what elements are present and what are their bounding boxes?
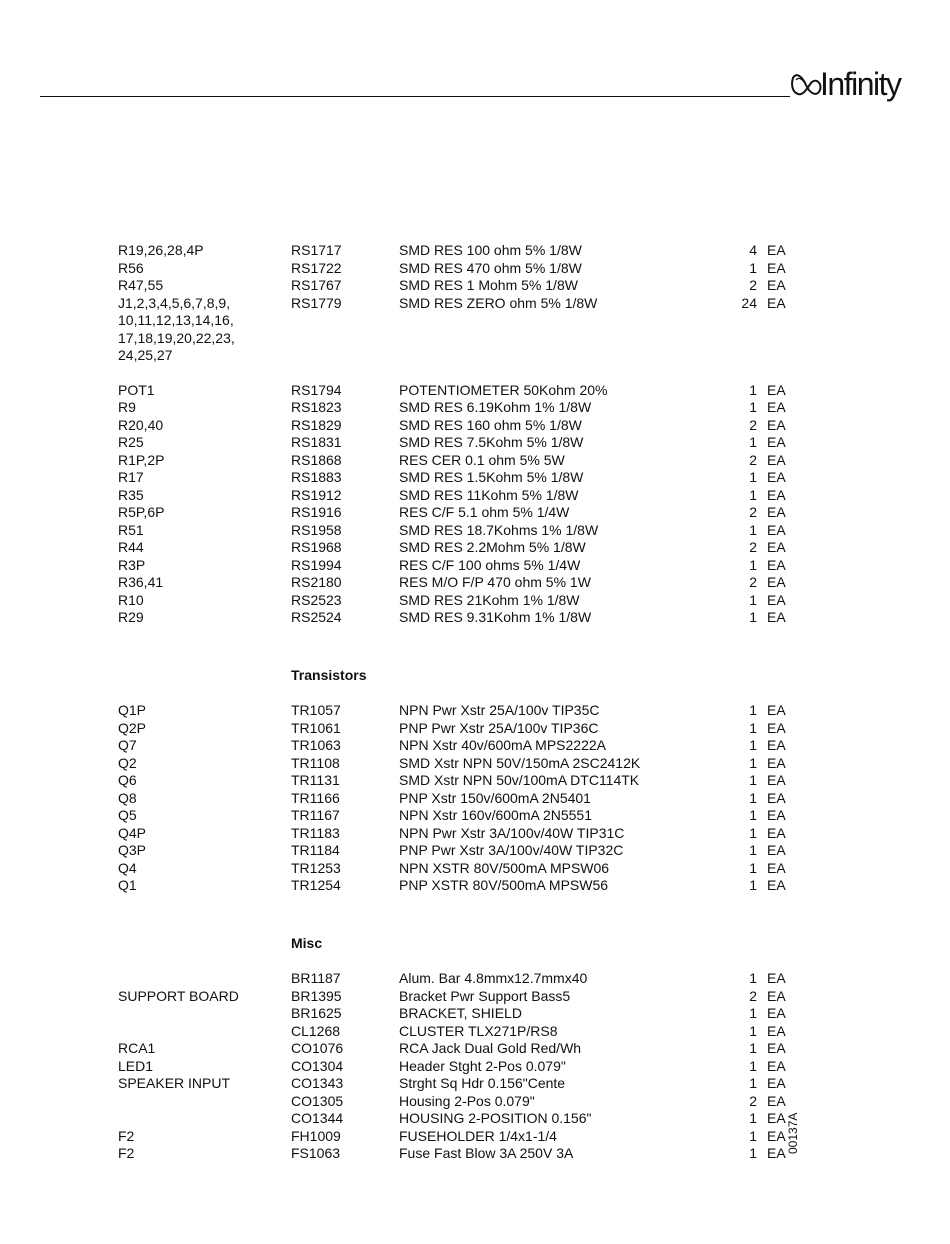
- part-number: TR1061: [291, 719, 341, 736]
- group-spacer: [0, 895, 950, 935]
- part-number: BR1395: [291, 987, 342, 1004]
- unit: EA: [767, 381, 786, 398]
- part-row: [0, 1058, 950, 1076]
- reference-designator: F2: [118, 1127, 135, 1144]
- quantity: 2: [749, 539, 757, 555]
- reference-designator: R9: [118, 399, 136, 415]
- part-row: [0, 772, 950, 790]
- section-heading: [0, 935, 950, 953]
- parts-list: [0, 242, 950, 1163]
- quantity: 1: [749, 859, 757, 876]
- part-description: RES C/F 5.1 ohm 5% 1/4W: [399, 504, 570, 520]
- part-number: CO1344: [291, 1110, 344, 1126]
- reference-designator: F2: [118, 1145, 135, 1161]
- reference-designator: R5P,6P: [118, 504, 165, 520]
- quantity: 1: [749, 556, 757, 573]
- unit: EA: [767, 504, 786, 520]
- quantity: 1: [749, 259, 757, 276]
- reference-designator: Q4P: [118, 824, 147, 841]
- quantity: 2: [749, 451, 757, 468]
- quantity: 1: [749, 591, 757, 608]
- quantity: 1: [749, 877, 757, 893]
- part-number: RS1717: [291, 242, 342, 258]
- part-number: RS1831: [291, 434, 342, 450]
- quantity: 1: [749, 737, 757, 753]
- part-description: BRACKET, SHIELD: [399, 1005, 522, 1021]
- part-number: FS1063: [291, 1145, 341, 1161]
- unit: EA: [767, 591, 786, 608]
- part-row: [0, 790, 950, 808]
- unit: EA: [767, 469, 786, 485]
- part-description: SMD RES 21Kohm 1% 1/8W: [399, 591, 580, 608]
- quantity: 2: [749, 277, 757, 293]
- quantity: 1: [749, 381, 757, 398]
- unit: EA: [767, 877, 786, 893]
- part-row: [0, 1110, 950, 1128]
- part-row: [0, 522, 950, 540]
- quantity: 1: [749, 469, 757, 485]
- unit: EA: [767, 294, 786, 311]
- part-row: [0, 702, 950, 720]
- part-number: FH1009: [291, 1127, 341, 1144]
- unit: EA: [767, 719, 786, 736]
- quantity: 1: [749, 754, 757, 771]
- part-description: PNP Xstr 150v/600mA 2N5401: [399, 789, 591, 806]
- reference-designator: Q4: [118, 859, 137, 876]
- reference-designator: R35: [118, 486, 144, 503]
- part-row: [0, 842, 950, 860]
- part-number: TR1057: [291, 702, 341, 718]
- part-row: [0, 860, 950, 878]
- part-row: [0, 1075, 950, 1093]
- part-description: SMD RES 2.2Mohm 5% 1/8W: [399, 539, 586, 555]
- part-description: SMD RES ZERO ohm 5% 1/8W: [399, 294, 598, 311]
- quantity: 1: [749, 1057, 757, 1074]
- part-row: [0, 417, 950, 435]
- part-description: NPN Xstr 40v/600mA MPS2222A: [399, 737, 606, 753]
- part-row: [0, 242, 950, 260]
- reference-designator: R20,40: [118, 416, 164, 433]
- part-number: TR1131: [291, 772, 340, 788]
- unit: EA: [767, 451, 786, 468]
- part-row: [0, 970, 950, 988]
- part-row: [0, 487, 950, 505]
- quantity: 1: [749, 486, 757, 503]
- group-spacer: [0, 627, 950, 667]
- part-number: TR1108: [291, 754, 340, 771]
- part-number: RS1994: [291, 556, 342, 573]
- reference-designator: SUPPORT BOARD: [118, 987, 239, 1004]
- part-row: [0, 755, 950, 773]
- part-row: [0, 988, 950, 1006]
- part-row: [0, 1093, 950, 1111]
- part-row: [0, 434, 950, 452]
- part-row: [0, 557, 950, 575]
- unit: EA: [767, 1022, 786, 1039]
- reference-designator: R44: [118, 539, 144, 555]
- part-description: NPN Pwr Xstr 25A/100v TIP35C: [399, 702, 600, 718]
- part-description: SMD RES 1.5Kohm 5% 1/8W: [399, 469, 584, 485]
- part-description: FUSEHOLDER 1/4x1-1/4: [399, 1127, 557, 1144]
- part-number: RS1883: [291, 469, 342, 485]
- unit: EA: [767, 859, 786, 876]
- part-description: Bracket Pwr Support Bass5: [399, 987, 571, 1004]
- part-row: [0, 720, 950, 738]
- unit: EA: [767, 277, 786, 293]
- unit: EA: [767, 574, 786, 590]
- part-number: CO1076: [291, 1040, 344, 1056]
- infinity-logo-mark-icon: [790, 70, 824, 100]
- section-heading-label: Misc: [291, 934, 323, 951]
- unit: EA: [767, 486, 786, 503]
- unit: EA: [767, 824, 786, 841]
- part-row: [0, 737, 950, 755]
- heading-spacer: [0, 684, 950, 702]
- logo-text: Infinity: [820, 66, 901, 102]
- part-number: TR1254: [291, 877, 341, 893]
- quantity: 24: [741, 294, 757, 311]
- part-description: SMD RES 470 ohm 5% 1/8W: [399, 259, 582, 276]
- unit: EA: [767, 556, 786, 573]
- reference-designator: R25: [118, 434, 144, 450]
- part-number: CO1343: [291, 1075, 344, 1091]
- part-description: Housing 2-Pos 0.079": [399, 1092, 535, 1109]
- quantity: 1: [749, 824, 757, 841]
- part-description: NPN Pwr Xstr 3A/100v/40W TIP31C: [399, 824, 625, 841]
- part-row: [0, 382, 950, 400]
- quantity: 1: [749, 970, 757, 986]
- unit: EA: [767, 399, 786, 415]
- part-number: RS2180: [291, 574, 342, 590]
- part-description: NPN XSTR 80V/500mA MPSW06: [399, 859, 610, 876]
- part-number: TR1167: [291, 807, 340, 823]
- part-description: Fuse Fast Blow 3A 250V 3A: [399, 1145, 574, 1161]
- part-description: PNP XSTR 80V/500mA MPSW56: [399, 877, 609, 893]
- part-description: SMD RES 9.31Kohm 1% 1/8W: [399, 609, 592, 625]
- part-row: [0, 877, 950, 895]
- part-description: SMD RES 11Kohm 5% 1/8W: [399, 486, 579, 503]
- reference-designator: R10: [118, 591, 144, 608]
- reference-designator: R17: [118, 469, 144, 485]
- part-row: [0, 1128, 950, 1146]
- part-number: RS1823: [291, 399, 342, 415]
- part-number: BR1625: [291, 1005, 342, 1021]
- quantity: 1: [749, 772, 757, 788]
- part-description: SMD RES 100 ohm 5% 1/8W: [399, 242, 582, 258]
- part-row: [0, 469, 950, 487]
- quantity: 1: [749, 1145, 757, 1161]
- unit: EA: [767, 737, 786, 753]
- unit: EA: [767, 1005, 786, 1021]
- quantity: 1: [749, 1022, 757, 1039]
- quantity: 1: [749, 807, 757, 823]
- reference-designator: Q5: [118, 807, 137, 823]
- quantity: 2: [749, 416, 757, 433]
- part-number: TR1063: [291, 737, 341, 753]
- quantity: 1: [749, 1127, 757, 1144]
- part-description: SMD Xstr NPN 50v/100mA DTC114TK: [399, 772, 640, 788]
- part-row: [0, 574, 950, 592]
- reference-designator: R1P,2P: [118, 451, 165, 468]
- quantity: 1: [749, 399, 757, 415]
- part-description: Header Stght 2-Pos 0.079": [399, 1057, 566, 1074]
- part-row: [0, 1040, 950, 1058]
- part-number: RS1968: [291, 539, 342, 555]
- unit: EA: [767, 970, 786, 986]
- part-number: RS1912: [291, 486, 342, 503]
- part-number: RS2523: [291, 591, 342, 608]
- part-description: NPN Xstr 160v/600mA 2N5551: [399, 807, 592, 823]
- part-row: [0, 295, 950, 365]
- reference-designator: Q7: [118, 737, 137, 753]
- group-spacer: [0, 365, 950, 382]
- reference-designator: Q2P: [118, 719, 147, 736]
- section-heading: [0, 667, 950, 685]
- part-number: RS2524: [291, 609, 342, 625]
- reference-designator: R47,55: [118, 277, 164, 293]
- unit: EA: [767, 434, 786, 450]
- part-description: RES M/O F/P 470 ohm 5% 1W: [399, 574, 591, 590]
- part-number: TR1166: [291, 789, 340, 806]
- part-number: RS1722: [291, 259, 342, 276]
- part-number: TR1184: [291, 842, 340, 858]
- reference-designator: LED1: [118, 1057, 154, 1074]
- part-row: [0, 452, 950, 470]
- quantity: 1: [749, 1075, 757, 1091]
- part-row: [0, 807, 950, 825]
- part-description: SMD RES 7.5Kohm 5% 1/8W: [399, 434, 584, 450]
- reference-designator: Q1: [118, 877, 137, 893]
- part-row: [0, 609, 950, 627]
- reference-designator: RCA1: [118, 1040, 156, 1056]
- reference-designator: Q3P: [118, 842, 147, 858]
- reference-designator: Q1P: [118, 702, 147, 718]
- header-rule: [40, 96, 790, 97]
- part-row: [0, 504, 950, 522]
- unit: EA: [767, 521, 786, 538]
- quantity: 1: [749, 1005, 757, 1021]
- quantity: 1: [749, 719, 757, 736]
- reference-designator: R36,41: [118, 574, 164, 590]
- part-description: PNP Pwr Xstr 3A/100v/40W TIP32C: [399, 842, 624, 858]
- unit: EA: [767, 1145, 786, 1161]
- part-description: RES CER 0.1 ohm 5% 5W: [399, 451, 565, 468]
- unit: EA: [767, 789, 786, 806]
- unit: EA: [767, 987, 786, 1004]
- quantity: 1: [749, 702, 757, 718]
- part-number: RS1779: [291, 294, 342, 311]
- quantity: 1: [749, 609, 757, 625]
- quantity: 1: [749, 434, 757, 450]
- unit: EA: [767, 807, 786, 823]
- part-number: TR1253: [291, 859, 341, 876]
- part-number: CL1268: [291, 1022, 341, 1039]
- quantity: 2: [749, 1092, 757, 1109]
- part-number: BR1187: [291, 970, 341, 986]
- part-description: POTENTIOMETER 50Kohm 20%: [399, 381, 608, 398]
- part-description: SMD RES 1 Mohm 5% 1/8W: [399, 277, 578, 293]
- quantity: 1: [749, 1040, 757, 1056]
- unit: EA: [767, 772, 786, 788]
- reference-designator: R3P: [118, 556, 146, 573]
- part-description: HOUSING 2-POSITION 0.156": [399, 1110, 592, 1126]
- part-row: [0, 1023, 950, 1041]
- heading-spacer: [0, 952, 950, 970]
- part-row: [0, 277, 950, 295]
- unit: EA: [767, 1040, 786, 1056]
- unit: EA: [767, 1127, 786, 1144]
- part-row: [0, 1145, 950, 1163]
- reference-designator: SPEAKER INPUT: [118, 1075, 231, 1091]
- unit: EA: [767, 242, 786, 258]
- part-number: TR1183: [291, 824, 340, 841]
- part-number: CO1305: [291, 1092, 344, 1109]
- quantity: 2: [749, 574, 757, 590]
- unit: EA: [767, 754, 786, 771]
- reference-designator: Q6: [118, 772, 137, 788]
- part-description: RCA Jack Dual Gold Red/Wh: [399, 1040, 582, 1056]
- quantity: 4: [749, 242, 757, 258]
- quantity: 1: [749, 1110, 757, 1126]
- reference-designator: R56: [118, 259, 144, 276]
- part-row: [0, 399, 950, 417]
- part-number: RS1868: [291, 451, 342, 468]
- part-row: [0, 539, 950, 557]
- unit: EA: [767, 1092, 786, 1109]
- unit: EA: [767, 702, 786, 718]
- part-description: PNP Pwr Xstr 25A/100v TIP36C: [399, 719, 599, 736]
- section-heading-label: Transistors: [291, 666, 367, 683]
- unit: EA: [767, 1110, 786, 1126]
- quantity: 2: [749, 504, 757, 520]
- infinity-logo: [790, 64, 916, 106]
- reference-designator: Q8: [118, 789, 137, 806]
- document-number: 00137A: [786, 1112, 800, 1154]
- unit: EA: [767, 416, 786, 433]
- part-description: CLUSTER TLX271P/RS8: [399, 1022, 558, 1039]
- reference-designator: R29: [118, 609, 144, 625]
- unit: EA: [767, 842, 786, 858]
- reference-designator: Q2: [118, 754, 137, 771]
- unit: EA: [767, 1057, 786, 1074]
- unit: EA: [767, 539, 786, 555]
- quantity: 2: [749, 987, 757, 1004]
- part-number: RS1794: [291, 381, 342, 398]
- reference-designator: J1,2,3,4,5,6,7,8,9, 10,11,12,13,14,16, 17,18,19,20,22,23, 24,25,27: [118, 294, 235, 363]
- part-description: SMD Xstr NPN 50V/150mA 2SC2412K: [399, 754, 641, 771]
- part-row: [0, 1005, 950, 1023]
- quantity: 1: [749, 789, 757, 806]
- part-description: SMD RES 18.7Kohms 1% 1/8W: [399, 521, 599, 538]
- part-description: RES C/F 100 ohms 5% 1/4W: [399, 556, 581, 573]
- part-row: [0, 592, 950, 610]
- unit: EA: [767, 259, 786, 276]
- part-row: [0, 825, 950, 843]
- unit: EA: [767, 609, 786, 625]
- part-number: RS1829: [291, 416, 342, 433]
- part-row: [0, 260, 950, 278]
- reference-designator: R19,26,28,4P: [118, 242, 204, 258]
- part-description: SMD RES 160 ohm 5% 1/8W: [399, 416, 582, 433]
- quantity: 1: [749, 842, 757, 858]
- part-description: Alum. Bar 4.8mmx12.7mmx40: [399, 970, 588, 986]
- part-description: Strght Sq Hdr 0.156"Cente: [399, 1075, 566, 1091]
- quantity: 1: [749, 521, 757, 538]
- part-number: CO1304: [291, 1057, 344, 1074]
- reference-designator: R51: [118, 521, 144, 538]
- part-number: RS1767: [291, 277, 342, 293]
- part-description: SMD RES 6.19Kohm 1% 1/8W: [399, 399, 592, 415]
- reference-designator: POT1: [118, 381, 155, 398]
- part-number: RS1958: [291, 521, 342, 538]
- part-number: RS1916: [291, 504, 342, 520]
- unit: EA: [767, 1075, 786, 1091]
